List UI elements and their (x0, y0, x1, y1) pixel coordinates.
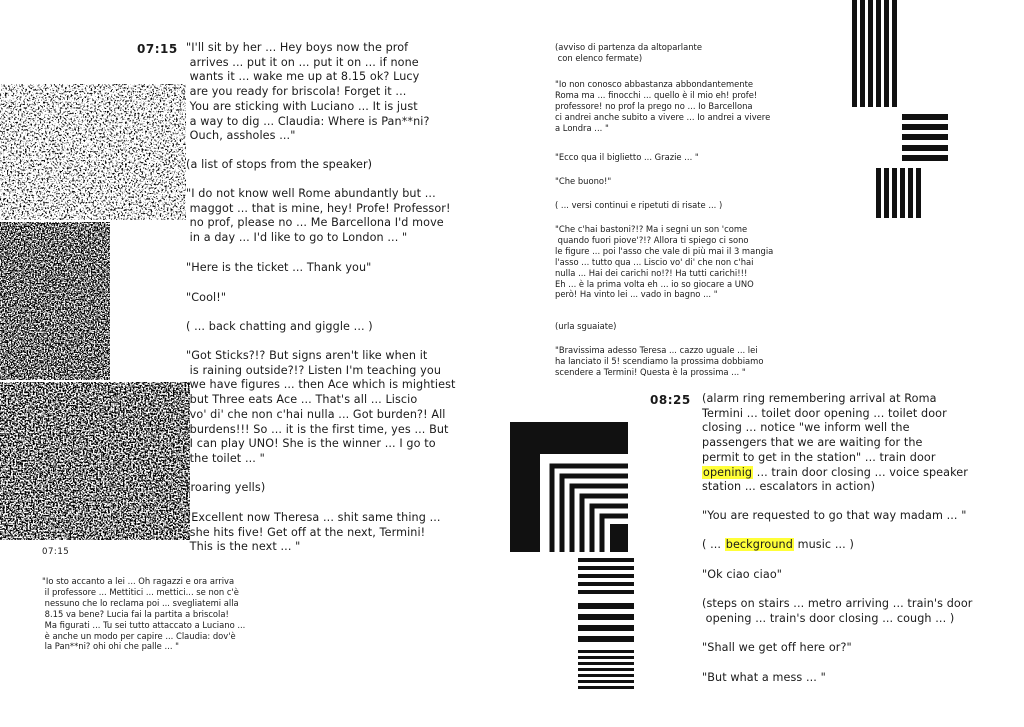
dialogue-getoff: "Shall we get off here or?" (702, 641, 852, 654)
highlight-beckground: beckground (725, 538, 793, 551)
dialogue-ciao: "Ok ciao ciao" (702, 568, 783, 581)
timestamp-0715-small: 07:15 (42, 547, 70, 557)
grunge-texture-top (0, 84, 186, 220)
timestamp-0825: 08:25 (650, 393, 691, 407)
music-line: ( ... beckground music ... ) (702, 538, 854, 551)
grunge-texture-middle (0, 222, 110, 380)
dialogue-english-2: (a list of stops from the speaker) (186, 158, 373, 171)
block-print-horizontal-bars-right (902, 114, 948, 166)
dialogue-italian-right-7: (urla sguaiate) (555, 321, 617, 331)
dialogue-english-6: ( ... back chatting and giggle ... ) (186, 320, 373, 333)
block-print-horizontal-stripes-lower (578, 558, 636, 690)
dialogue-english-3: "I do not know well Rome abundantly but ... maggot ... that is mine, hey! Profe! Professor! no prof, please no ... Me Barcellona I'd move in a day ... I'd like to go to London ... " (186, 187, 451, 245)
dialogue-italian-left: "Io sto accanto a lei ... Oh ragazzi e ora arriva il professore ... Mettitici ... mettici... se non c'è nessuno che lo reclama poi ... svegliatemi alla 8.15 va bene? Lucia fai la partita a briscola! Ma figurati ... Tu sei tutto attaccato a Luciano ... è anche un modo per capire ... Claudia: dov'è la Pan**ni? ohi ohi che palle ... " (42, 576, 246, 652)
steps-paragraph: (steps on stairs ... metro arriving ... train's door opening ... train's door closing ... cough ... ) (702, 597, 973, 625)
dialogue-english-4: "Here is the ticket ... Thank you" (186, 261, 372, 274)
alarm-paragraph: (alarm ring remembering arrival at Roma Termini ... toilet door opening ... toilet door closing ... notice "we inform well the passengers that we are waiting for the permit to get in the station" ... train door openinig ... train door closing ... voice speaker station ... escalators in action) (702, 392, 968, 494)
block-print-vertical-bars-top (850, 0, 900, 110)
dialogue-english-8: (roaring yells) (186, 481, 266, 494)
dialogue-requested: "You are requested to go that way madam ... " (702, 509, 967, 522)
grunge-texture-bottom (0, 382, 190, 540)
highlight-openinig: openinig (703, 465, 753, 479)
dialogue-english-5: "Cool!" (186, 291, 227, 304)
dialogue-italian-right-4: "Che buono!" (555, 176, 612, 186)
block-print-corner (510, 422, 630, 554)
dialogue-italian-right-5: ( ... versi continui e ripetuti di risate ... ) (555, 200, 723, 210)
dialogue-english-9: "Excellent now Theresa ... shit same thing ... she hits five! Get off at the next, Termini! This is the next ... " (186, 511, 441, 554)
dialogue-english-7: "Got Sticks?!? But signs aren't like when it is raining outside?!? Listen I'm teaching you we have figures ... then Ace which is mightiest but Three eats Ace ... That's all ... Liscio vo' di' che non c'hai nulla ... Got burden?! All burdens!!! So ... it is the first time, yes ... But I can play UNO! She is the winner ... I go to the toilet ... " (186, 349, 456, 465)
dialogue-italian-right-1: (avviso di partenza da altoparlante con elenco fermate) (555, 42, 702, 63)
timestamp-0715: 07:15 (137, 42, 178, 56)
dialogue-english-1: "I'll sit by her ... Hey boys now the prof arrives ... put it on ... put it on ... if none wants it ... wake me up at 8.15 ok? Lucy are you ready for briscola! Forget it ... You are sticking with Luciano ... It is just a way to dig ... Claudia: Where is Pan**ni? Ouch, assholes ..." (186, 41, 430, 143)
dialogue-mess: "But what a mess ... " (702, 671, 826, 684)
dialogue-italian-right-2: "Io non conosco abbastanza abbondantemente Roma ma ... finocchi ... quello è il mio eh! profe! professore! no prof la prego no ... Io Barcellona ci andrei anche subito a vivere ... Io andrei a vivere a Londra ... " (555, 79, 771, 133)
block-print-vertical-bars-lower (874, 168, 924, 220)
dialogue-italian-right-3: "Ecco qua il biglietto ... Grazie ... " (555, 152, 699, 162)
dialogue-italian-right-6: "Che c'hai bastoni?!? Ma i segni un son 'come quando fuori piove'?!? Allora ti spiego ci sono le figure ... poi l'asso che vale di più mai il 3 mangia l'asso ... tutto qua ... Liscio vo' di' che non c'hai nulla ... Hai dei carichi no!?! Ha tutti carichi!!! Eh ... è la prima volta eh ... io so giocare a UNO però! Ha vinto lei ... vado in bagno ... " (555, 224, 774, 300)
dialogue-italian-right-8: "Bravissima adesso Teresa ... cazzo uguale ... lei ha lanciato il 5! scendiamo la prossima dobbiamo scendere a Termini! Questa è la prossima ... " (555, 345, 764, 377)
